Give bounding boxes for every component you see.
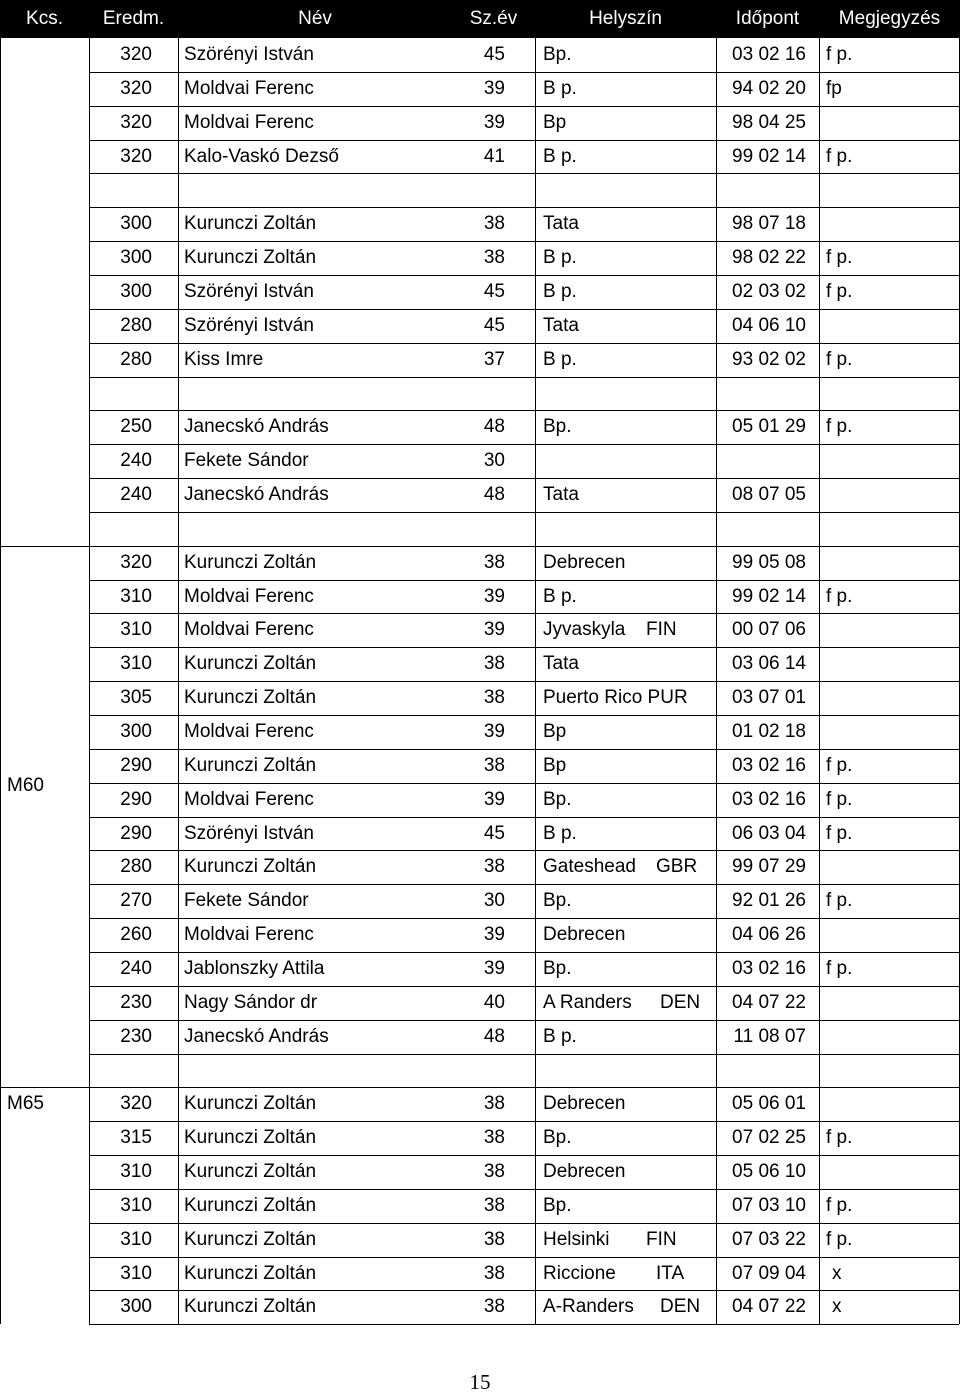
cell-result: 310 <box>120 1262 152 1284</box>
cell-name: Kurunczi Zoltán <box>184 1262 317 1284</box>
cell-name: Moldvai Ferenc <box>184 788 314 810</box>
cell-birth-year: 39 <box>483 111 505 133</box>
cell-birth-year: 48 <box>483 416 505 438</box>
cell-result: 300 <box>120 247 152 269</box>
cell-date: 99 02 14 <box>732 145 806 167</box>
cell-date: 03 02 16 <box>732 957 806 979</box>
cell-venue: Bp. <box>543 957 572 979</box>
category-label: M60 <box>7 775 44 797</box>
cell-note: f p. <box>826 247 853 269</box>
cell-result: 250 <box>120 416 152 438</box>
cell-name: Janecskó András <box>184 416 329 438</box>
cell-result: 280 <box>120 348 152 370</box>
cell-date: 00 07 06 <box>732 619 806 641</box>
column-divider <box>716 38 717 1324</box>
cell-name: Nagy Sándor dr <box>184 991 318 1013</box>
cell-name: Janecskó András <box>184 484 329 506</box>
cell-birth-year: 48 <box>483 1025 505 1047</box>
cell-name: Szörényi István <box>184 314 314 336</box>
cell-date: 05 06 01 <box>732 1093 806 1115</box>
cell-birth-year: 38 <box>483 1194 505 1216</box>
cell-note: f p. <box>826 1228 853 1250</box>
cell-note: fp <box>826 77 842 99</box>
cell-date: 07 02 25 <box>732 1127 806 1149</box>
cell-date: 11 08 07 <box>733 1025 806 1047</box>
cell-birth-year: 38 <box>483 653 505 675</box>
cell-birth-year: 37 <box>483 348 505 370</box>
cell-date: 07 03 22 <box>732 1228 806 1250</box>
cell-date: 99 05 08 <box>732 551 806 573</box>
cell-date: 08 07 05 <box>732 484 806 506</box>
cell-note: f p. <box>826 348 853 370</box>
cell-name: Moldvai Ferenc <box>184 585 314 607</box>
column-divider <box>819 38 820 1324</box>
cell-name: Fekete Sándor <box>184 450 309 472</box>
cell-note: f p. <box>826 822 853 844</box>
cell-venue: Puerto Rico PUR <box>543 687 688 709</box>
cell-birth-year: 40 <box>483 991 505 1013</box>
cell-date: 07 09 04 <box>732 1262 806 1284</box>
cell-date: 05 01 29 <box>732 416 806 438</box>
cell-result: 230 <box>120 1025 152 1047</box>
cell-result: 260 <box>120 924 152 946</box>
cell-note: x <box>832 1262 842 1284</box>
cell-name: Kurunczi Zoltán <box>184 653 317 675</box>
cell-venue: Tata <box>543 484 579 506</box>
cell-country: DEN <box>660 991 701 1013</box>
cell-name: Kurunczi Zoltán <box>184 1093 317 1115</box>
cell-name: Kurunczi Zoltán <box>184 247 317 269</box>
cell-name: Kurunczi Zoltán <box>184 1296 317 1318</box>
cell-result: 305 <box>120 687 152 709</box>
cell-birth-year: 41 <box>483 145 505 167</box>
cell-name: Moldvai Ferenc <box>184 721 314 742</box>
cell-date: 98 02 22 <box>732 247 806 269</box>
category-divider <box>0 546 89 547</box>
cell-venue: B p. <box>543 77 577 99</box>
cell-birth-year: 39 <box>483 77 505 99</box>
header-date: Időpont <box>716 0 819 38</box>
cell-name: Moldvai Ferenc <box>184 111 314 133</box>
cell-birth-year: 39 <box>483 585 505 607</box>
header-result: Eredm. <box>89 0 178 38</box>
cell-venue: B p. <box>543 145 577 167</box>
cell-note: f p. <box>826 44 853 65</box>
cell-venue: Tata <box>543 213 579 235</box>
cell-venue: Debrecen <box>543 1093 626 1115</box>
cell-name: Fekete Sándor <box>184 890 309 912</box>
cell-date: 02 03 02 <box>732 280 806 302</box>
category-label: M65 <box>7 1093 44 1115</box>
cell-birth-year: 38 <box>483 1228 505 1250</box>
cell-note: f p. <box>826 280 853 302</box>
cell-venue: B p. <box>543 1025 577 1047</box>
cell-date: 03 07 01 <box>732 687 806 709</box>
cell-result: 290 <box>120 822 152 844</box>
cell-result: 300 <box>120 721 152 742</box>
cell-date: 04 07 22 <box>732 991 806 1013</box>
cell-name: Kurunczi Zoltán <box>184 856 317 878</box>
cell-birth-year: 30 <box>483 450 505 472</box>
cell-venue: Bp. <box>543 1127 572 1149</box>
cell-result: 310 <box>120 1228 152 1250</box>
cell-venue: Riccione <box>543 1262 616 1284</box>
cell-birth-year: 38 <box>483 551 505 573</box>
row-divider <box>89 1324 959 1325</box>
cell-birth-year: 39 <box>483 957 505 979</box>
page-number: 15 <box>469 1370 491 1394</box>
cell-result: 310 <box>120 1194 152 1216</box>
row-divider <box>89 377 959 378</box>
cell-venue: B p. <box>543 585 577 607</box>
cell-result: 300 <box>120 280 152 302</box>
cell-name: Kiss Imre <box>184 348 264 370</box>
cell-date: 05 06 10 <box>732 1161 806 1183</box>
cell-venue: Bp. <box>543 890 572 912</box>
cell-name: Kurunczi Zoltán <box>184 687 317 709</box>
cell-date: 03 06 14 <box>732 653 806 675</box>
cell-date: 92 01 26 <box>732 890 806 912</box>
cell-venue: Helsinki <box>543 1228 610 1250</box>
cell-birth-year: 45 <box>483 822 505 844</box>
cell-birth-year: 45 <box>483 44 505 65</box>
cell-date: 03 02 16 <box>732 788 806 810</box>
cell-venue: Debrecen <box>543 1161 626 1183</box>
cell-name: Kurunczi Zoltán <box>184 754 317 776</box>
cell-result: 230 <box>120 991 152 1013</box>
cell-venue: Bp. <box>543 788 572 810</box>
cell-result: 240 <box>120 957 152 979</box>
cell-venue: Gateshead <box>543 856 636 878</box>
cell-date: 94 02 20 <box>732 77 806 99</box>
cell-name: Kurunczi Zoltán <box>184 551 317 573</box>
cell-venue: B p. <box>543 348 577 370</box>
cell-venue: Jyvaskyla <box>543 619 626 641</box>
cell-birth-year: 48 <box>483 484 505 506</box>
cell-birth-year: 30 <box>483 890 505 912</box>
cell-result: 280 <box>120 314 152 336</box>
cell-result: 320 <box>120 145 152 167</box>
cell-birth-year: 38 <box>483 213 505 235</box>
cell-venue: Debrecen <box>543 924 626 946</box>
cell-result: 310 <box>120 619 152 641</box>
header-venue: Helyszín <box>535 0 716 38</box>
cell-venue: Bp. <box>543 416 572 438</box>
cell-result: 270 <box>120 890 152 912</box>
cell-venue: Tata <box>543 314 579 336</box>
cell-birth-year: 39 <box>483 721 505 742</box>
cell-note: f p. <box>826 585 853 607</box>
cell-note: f p. <box>826 1127 853 1149</box>
cell-birth-year: 38 <box>483 247 505 269</box>
cell-venue: Bp <box>543 111 567 133</box>
cell-name: Kurunczi Zoltán <box>184 1127 317 1149</box>
cell-note: f p. <box>826 788 853 810</box>
cell-date: 07 03 10 <box>732 1194 806 1216</box>
header-kcs: Kcs. <box>0 0 89 38</box>
header-name: Név <box>178 0 452 38</box>
cell-date: 03 02 16 <box>732 754 806 776</box>
cell-date: 04 06 26 <box>732 924 806 946</box>
cell-birth-year: 39 <box>483 788 505 810</box>
cell-date: 93 02 02 <box>732 348 806 370</box>
cell-date: 06 03 04 <box>732 822 806 844</box>
cell-birth-year: 38 <box>483 754 505 776</box>
cell-birth-year: 39 <box>483 619 505 641</box>
cell-result: 280 <box>120 856 152 878</box>
cell-country: FIN <box>646 1228 677 1250</box>
row-divider <box>89 1054 959 1055</box>
cell-date: 99 02 14 <box>732 585 806 607</box>
cell-name: Moldvai Ferenc <box>184 619 314 641</box>
cell-birth-year: 38 <box>483 1127 505 1149</box>
cell-name: Szörényi István <box>184 280 314 302</box>
cell-birth-year: 38 <box>483 687 505 709</box>
cell-country: GBR <box>656 856 698 878</box>
cell-birth-year: 38 <box>483 1161 505 1183</box>
cell-result: 300 <box>120 1296 152 1318</box>
cell-result: 320 <box>120 111 152 133</box>
cell-result: 320 <box>120 551 152 573</box>
column-divider <box>535 38 536 1324</box>
cell-venue: Bp. <box>543 44 572 65</box>
cell-note: f p. <box>826 145 853 167</box>
cell-country: ITA <box>656 1262 685 1284</box>
cell-venue: B p. <box>543 280 577 302</box>
cell-note: f p. <box>826 754 853 776</box>
cell-venue: Debrecen <box>543 551 626 573</box>
cell-venue: B p. <box>543 247 577 269</box>
cell-birth-year: 38 <box>483 1262 505 1284</box>
cell-venue: Bp <box>543 754 567 776</box>
header-note: Megjegyzés <box>819 0 960 38</box>
cell-result: 290 <box>120 754 152 776</box>
cell-name: Kurunczi Zoltán <box>184 1228 317 1250</box>
cell-country: DEN <box>660 1296 701 1318</box>
cell-date: 98 04 25 <box>732 111 806 133</box>
cell-result: 310 <box>120 653 152 675</box>
cell-country: FIN <box>646 619 677 641</box>
cell-result: 310 <box>120 585 152 607</box>
cell-result: 240 <box>120 450 152 472</box>
cell-venue: B p. <box>543 822 577 844</box>
cell-birth-year: 39 <box>483 924 505 946</box>
cell-result: 315 <box>120 1127 152 1149</box>
cell-name: Jablonszky Attila <box>184 957 325 979</box>
cell-name: Kurunczi Zoltán <box>184 1161 317 1183</box>
cell-birth-year: 38 <box>483 856 505 878</box>
cell-name: Szörényi István <box>184 44 314 65</box>
cell-note: x <box>832 1296 842 1318</box>
cell-result: 240 <box>120 484 152 506</box>
cell-result: 320 <box>120 77 152 99</box>
cell-note: f p. <box>826 957 853 979</box>
cell-birth-year: 45 <box>483 280 505 302</box>
cell-venue: Tata <box>543 653 579 675</box>
cell-birth-year: 38 <box>483 1296 505 1318</box>
cell-name: Janecskó András <box>184 1025 329 1047</box>
cell-name: Kurunczi Zoltán <box>184 1194 317 1216</box>
cell-name: Szörényi István <box>184 822 314 844</box>
cell-date: 04 06 10 <box>732 314 806 336</box>
cell-venue: A-Randers <box>543 1296 634 1318</box>
column-divider <box>178 38 179 1324</box>
cell-result: 320 <box>120 44 152 65</box>
cell-date: 03 02 16 <box>732 44 806 65</box>
cell-result: 290 <box>120 788 152 810</box>
cell-date: 99 07 29 <box>732 856 806 878</box>
cell-result: 320 <box>120 1093 152 1115</box>
cell-name: Moldvai Ferenc <box>184 924 314 946</box>
cell-date: 98 07 18 <box>732 213 806 235</box>
cell-name: Moldvai Ferenc <box>184 77 314 99</box>
cell-note: f p. <box>826 890 853 912</box>
column-divider <box>89 38 90 1324</box>
table-left-border <box>0 38 1 1324</box>
cell-note: f p. <box>826 416 853 438</box>
cell-venue: Bp <box>543 721 567 742</box>
cell-name: Kurunczi Zoltán <box>184 213 317 235</box>
header-birth-year: Sz.év <box>452 0 535 38</box>
cell-name: Kalo-Vaskó Dezső <box>184 145 339 167</box>
cell-result: 310 <box>120 1161 152 1183</box>
cell-venue: Bp. <box>543 1194 572 1216</box>
cell-date: 04 07 22 <box>732 1296 806 1318</box>
cell-note: f p. <box>826 1194 853 1216</box>
cell-birth-year: 45 <box>483 314 505 336</box>
cell-result: 300 <box>120 213 152 235</box>
cell-date: 01 02 18 <box>732 721 806 742</box>
cell-venue: A Randers <box>543 991 632 1013</box>
cell-birth-year: 38 <box>483 1093 505 1115</box>
